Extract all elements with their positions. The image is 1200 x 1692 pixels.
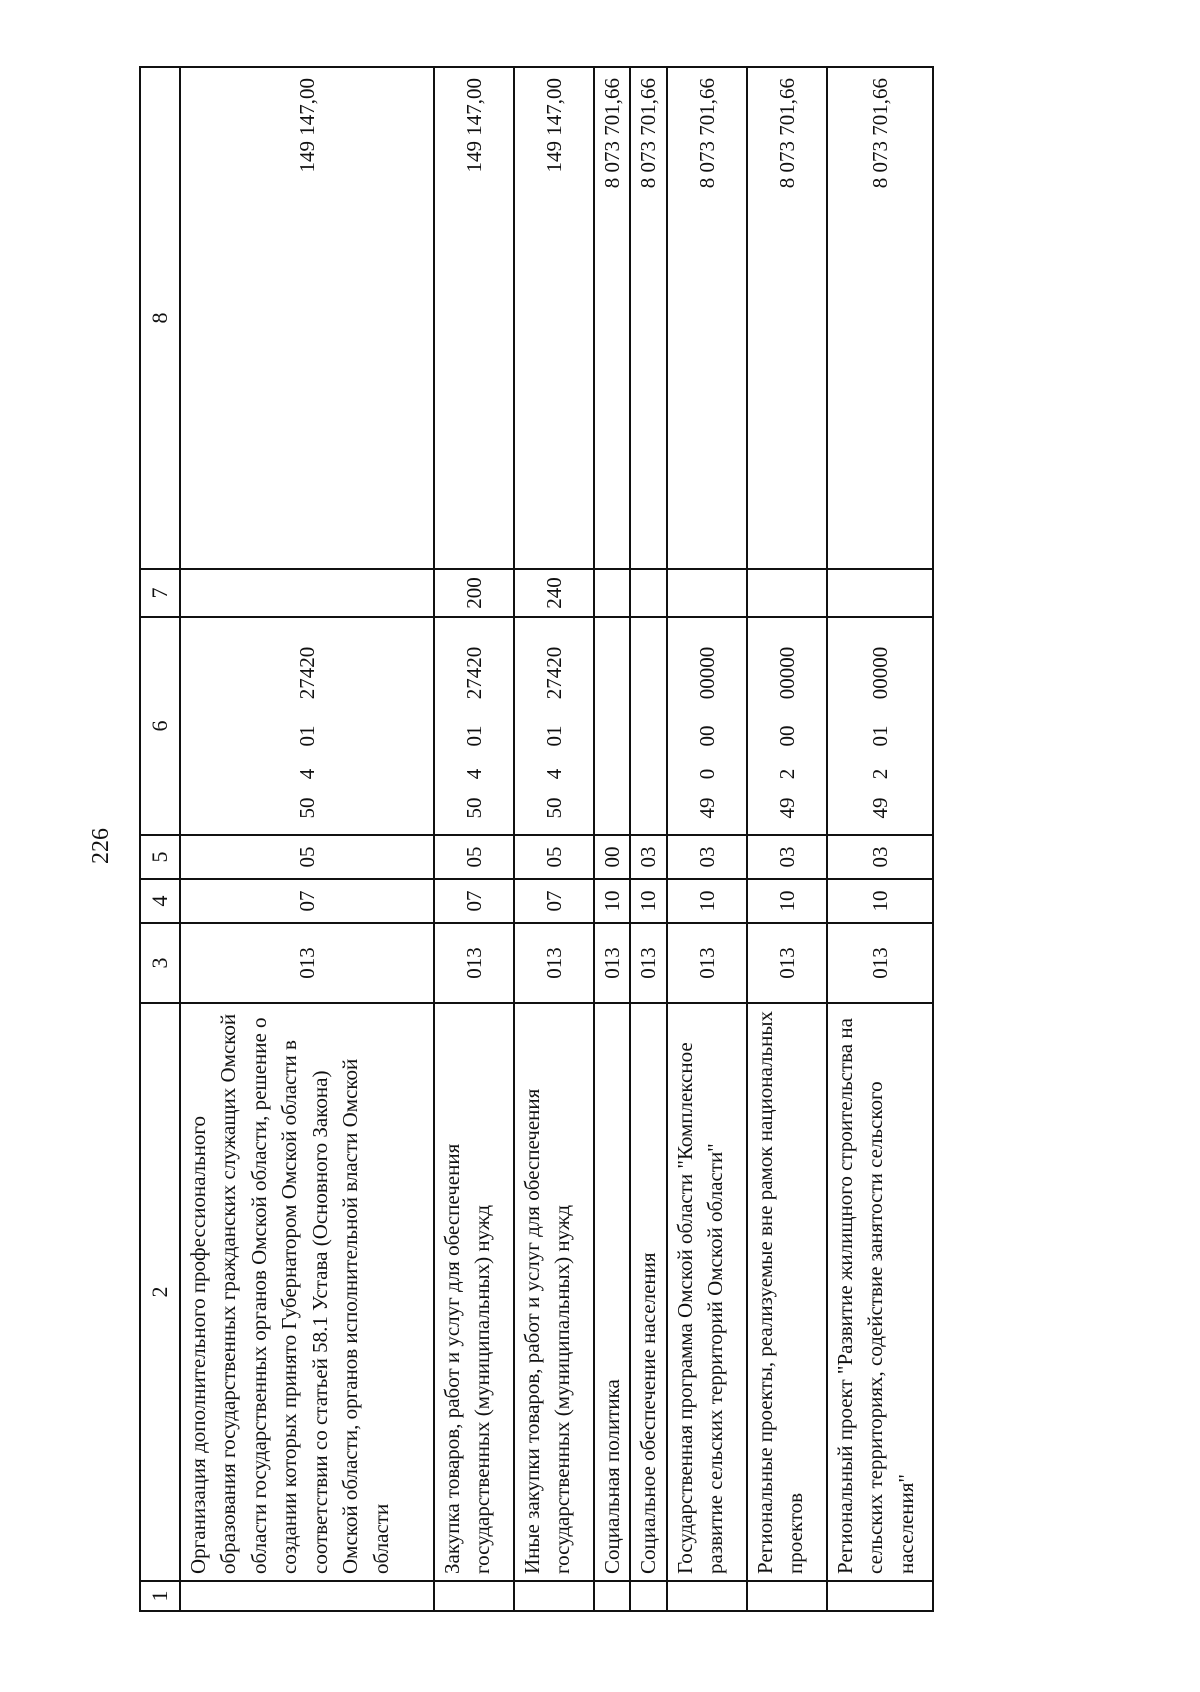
item-name-cell: Социальное обеспечение населения — [630, 1003, 666, 1581]
item-name-cell: Региональные проекты, реализуемые вне рамок национальных проектов — [747, 1003, 827, 1581]
table-row — [667, 67, 747, 1611]
target-article-part: 4 — [294, 768, 319, 780]
subsection-code-cell: 03 — [747, 835, 827, 879]
target-article-part: 0 — [694, 768, 719, 780]
item-name-cell: Организация дополнительного профессионального образования государственных гражданских служащих Омской области государственных органов Омской области, решение о создании которых принято Губернатором Омской области в соответствии со статьей 58.1 Устава (Основного Закона) Омской области, органов исполнительной власти Омской области — [180, 1003, 434, 1581]
target-article-cell — [630, 617, 666, 835]
row-number-cell — [180, 1581, 434, 1611]
target-article-part: 2 — [774, 768, 799, 780]
target-article-part: 2 — [867, 768, 892, 780]
header-cell: 3 — [140, 923, 180, 1003]
header-cell: 8 — [140, 67, 180, 569]
ministry-code-cell: 013 — [667, 923, 747, 1003]
expense-type-cell — [747, 569, 827, 617]
target-article-cell — [180, 617, 434, 835]
amount-cell: 149 147,00 — [180, 67, 434, 569]
target-article-part: 00000 — [774, 646, 799, 700]
header-cell: 6 — [140, 617, 180, 835]
target-article-part: 27420 — [294, 646, 319, 700]
row-number-cell — [594, 1581, 630, 1611]
target-article-cell — [434, 617, 514, 835]
row-number-cell — [667, 1581, 747, 1611]
subsection-code-cell: 05 — [434, 835, 514, 879]
amount-cell: 149 147,00 — [434, 67, 514, 569]
table-row — [827, 67, 933, 1611]
target-article-part: 49 — [774, 797, 799, 819]
header-cell: 5 — [140, 835, 180, 879]
expense-type-cell: 200 — [434, 569, 514, 617]
ministry-code-cell: 013 — [747, 923, 827, 1003]
row-number-cell — [747, 1581, 827, 1611]
item-name-cell: Государственная программа Омской области "Комплексное развитие сельских территорий Омской области" — [667, 1003, 747, 1581]
target-article-part: 00 — [774, 725, 799, 747]
target-article-part: 00 — [694, 725, 719, 747]
item-name-cell: Региональный проект "Развитие жилищного строительства на сельских территориях, содействие занятости сельского населения" — [827, 1003, 933, 1581]
section-code-cell: 10 — [747, 879, 827, 923]
target-article-part: 01 — [541, 725, 566, 747]
expense-type-cell — [630, 569, 666, 617]
target-article-part: 01 — [867, 725, 892, 747]
expense-type-cell — [180, 569, 434, 617]
amount-cell: 8 073 701,66 — [667, 67, 747, 569]
row-number-cell — [827, 1581, 933, 1611]
table-row — [630, 67, 666, 1611]
ministry-code-cell: 013 — [630, 923, 666, 1003]
target-article-part: 00000 — [694, 646, 719, 700]
item-name-cell: Иные закупки товаров, работ и услуг для обеспечения государственных (муниципальных) нужд — [514, 1003, 594, 1581]
target-article-part: 01 — [294, 725, 319, 747]
item-name-cell: Закупка товаров, работ и услуг для обеспечения государственных (муниципальных) нужд — [434, 1003, 514, 1581]
target-article-part: 27420 — [541, 646, 566, 700]
target-article-part: 4 — [461, 768, 486, 780]
subsection-code-cell: 05 — [180, 835, 434, 879]
target-article-part: 50 — [294, 797, 319, 819]
amount-cell: 8 073 701,66 — [747, 67, 827, 569]
target-article-cell — [827, 617, 933, 835]
ministry-code-cell: 013 — [594, 923, 630, 1003]
target-article-part: 50 — [541, 797, 566, 819]
section-code-cell: 10 — [594, 879, 630, 923]
page-number: 226 — [88, 828, 114, 864]
row-number-cell — [434, 1581, 514, 1611]
section-code-cell: 10 — [630, 879, 666, 923]
table-row — [180, 67, 434, 1611]
target-article-part: 49 — [867, 797, 892, 819]
row-number-cell — [514, 1581, 594, 1611]
table-header-row — [140, 67, 180, 1611]
subsection-code-cell: 05 — [514, 835, 594, 879]
ministry-code-cell: 013 — [434, 923, 514, 1003]
section-code-cell: 10 — [667, 879, 747, 923]
table-row — [747, 67, 827, 1611]
amount-cell: 8 073 701,66 — [827, 67, 933, 569]
expense-type-cell — [594, 569, 630, 617]
expense-type-cell — [827, 569, 933, 617]
budget-table — [139, 66, 934, 1612]
section-code-cell: 07 — [180, 879, 434, 923]
section-code-cell: 10 — [827, 879, 933, 923]
header-cell: 2 — [140, 1003, 180, 1581]
row-number-cell — [630, 1581, 666, 1611]
subsection-code-cell: 00 — [594, 835, 630, 879]
subsection-code-cell: 03 — [667, 835, 747, 879]
section-code-cell: 07 — [514, 879, 594, 923]
ministry-code-cell: 013 — [180, 923, 434, 1003]
header-cell: 7 — [140, 569, 180, 617]
target-article-cell — [747, 617, 827, 835]
target-article-cell — [594, 617, 630, 835]
item-name-cell: Социальная политика — [594, 1003, 630, 1581]
amount-cell: 8 073 701,66 — [630, 67, 666, 569]
expense-type-cell — [667, 569, 747, 617]
expense-type-cell: 240 — [514, 569, 594, 617]
ministry-code-cell: 013 — [827, 923, 933, 1003]
table-row — [434, 67, 514, 1611]
header-cell: 1 — [140, 1581, 180, 1611]
target-article-cell — [667, 617, 747, 835]
amount-cell: 149 147,00 — [514, 67, 594, 569]
target-article-part: 27420 — [461, 646, 486, 700]
amount-cell: 8 073 701,66 — [594, 67, 630, 569]
target-article-part: 50 — [461, 797, 486, 819]
target-article-part: 4 — [541, 768, 566, 780]
target-article-part: 00000 — [867, 646, 892, 700]
section-code-cell: 07 — [434, 879, 514, 923]
header-cell: 4 — [140, 879, 180, 923]
subsection-code-cell: 03 — [827, 835, 933, 879]
target-article-part: 01 — [461, 725, 486, 747]
ministry-code-cell: 013 — [514, 923, 594, 1003]
target-article-cell — [514, 617, 594, 835]
target-article-part: 49 — [694, 797, 719, 819]
subsection-code-cell: 03 — [630, 835, 666, 879]
table-row — [594, 67, 630, 1611]
table-row — [514, 67, 594, 1611]
